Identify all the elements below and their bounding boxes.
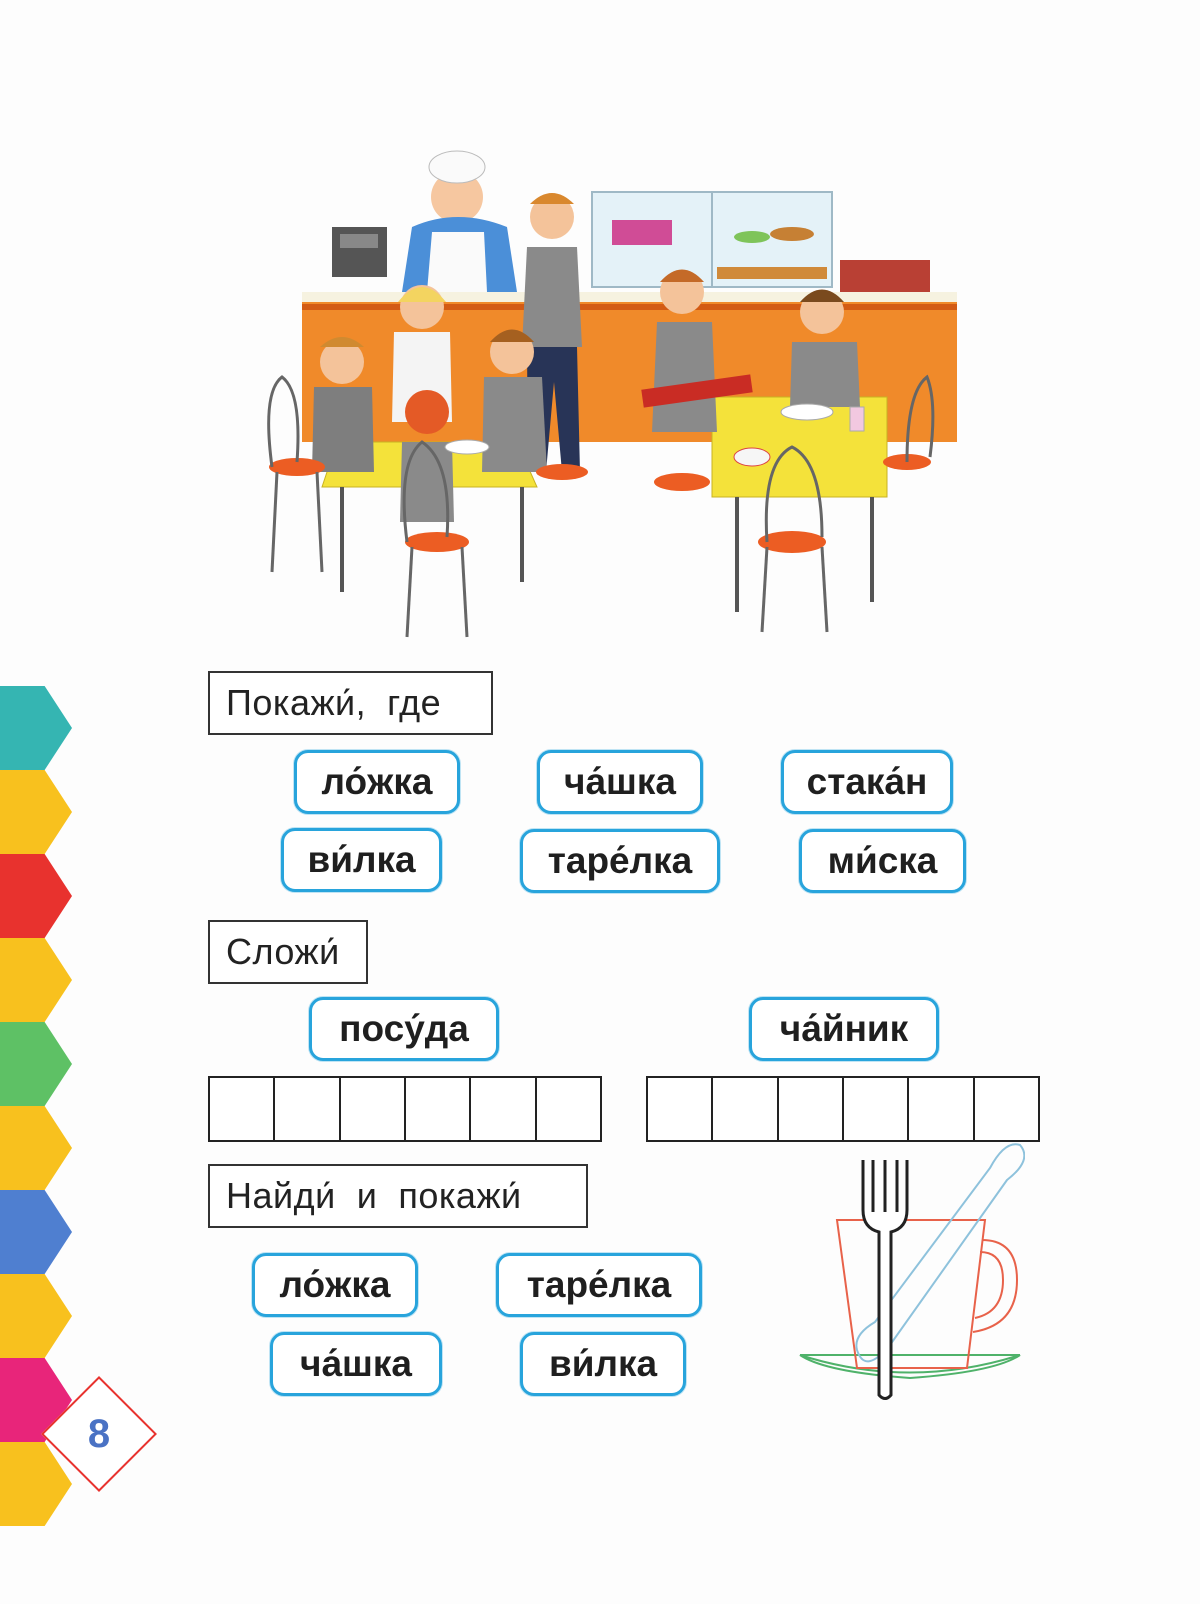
color-tab [0, 686, 72, 770]
letter-cell[interactable] [713, 1078, 778, 1140]
instruction-compose: Сложи́ [208, 920, 368, 984]
color-tab [0, 938, 72, 1022]
instruction-show-where: Покажи́, где [208, 671, 493, 735]
letter-cell[interactable] [210, 1078, 275, 1140]
color-tab [0, 854, 72, 938]
letter-grid-chaynik [646, 1076, 1040, 1142]
word-card-tarelka-2[interactable]: таре́лка [496, 1253, 702, 1317]
letter-cell[interactable] [275, 1078, 340, 1140]
word-card-vilka-2[interactable]: ви́лка [520, 1332, 686, 1396]
letter-cell[interactable] [975, 1078, 1038, 1140]
letter-cell[interactable] [779, 1078, 844, 1140]
letter-cell[interactable] [471, 1078, 536, 1140]
word-card-tarelka[interactable]: таре́лка [520, 829, 720, 893]
letter-cell[interactable] [844, 1078, 909, 1140]
color-tab [0, 1106, 72, 1190]
word-card-chashka[interactable]: ча́шка [537, 750, 703, 814]
color-tab [0, 1022, 72, 1106]
letter-grid-posuda [208, 1076, 602, 1142]
cup-fork-spoon-icon [795, 1140, 1025, 1400]
word-card-lozhka-2[interactable]: ло́жка [252, 1253, 418, 1317]
instruction-find-and-show: Найди́ и покажи́ [208, 1164, 588, 1228]
letter-cell[interactable] [909, 1078, 974, 1140]
word-card-chashka-2[interactable]: ча́шка [270, 1332, 442, 1396]
letter-cell[interactable] [648, 1078, 713, 1140]
letter-cell[interactable] [341, 1078, 406, 1140]
word-card-vilka[interactable]: ви́лка [281, 828, 442, 892]
cafeteria-illustration [262, 142, 982, 647]
color-tab [0, 1190, 72, 1274]
word-card-lozhka[interactable]: ло́жка [294, 750, 460, 814]
word-card-chaynik[interactable]: ча́йник [749, 997, 939, 1061]
word-card-stakan[interactable]: стака́н [781, 750, 953, 814]
letter-cell[interactable] [537, 1078, 600, 1140]
color-tab [0, 770, 72, 854]
letter-cell[interactable] [406, 1078, 471, 1140]
color-tab [0, 1274, 72, 1358]
page-number: 8 [87, 1411, 111, 1456]
word-card-posuda[interactable]: посу́да [309, 997, 499, 1061]
word-card-miska[interactable]: ми́ска [799, 829, 966, 893]
